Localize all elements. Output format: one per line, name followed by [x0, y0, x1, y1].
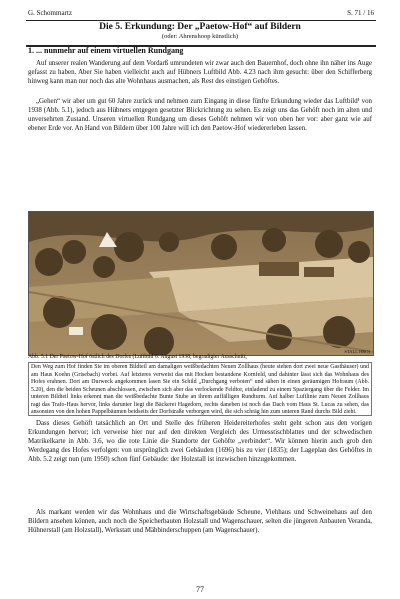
- author-name: G. Schommartz: [28, 9, 72, 17]
- header-rule: [26, 20, 376, 21]
- paragraph-2: „Gehen“ wir aber um gut 60 Jahre zurück und nehmen zum Eingang in diese fünfte Erkundung wieder das Luftbild¹ von 1938 (Abb. 5.1), jedoch aus Hübners entgegen gesetzter Blickrichtung zu sehen. Es zeigt uns das Gehöft noch im alten und unversehrten Zustand. Unseren virtuellen Rundgang um dieses Gehöft nehmen wir von oben her vor: aber ganz wie auf ebener Erde vor. An Hand von Bildern über 100 Jahre will ich den Paetow-Hof wiedererleben lassen.: [28, 98, 372, 132]
- aerial-photo-image: [29, 212, 373, 355]
- paragraph-1: Auf unserer realen Wanderung auf dem Vordarß umrundeten wir zwar auch den Bauernhof, doch ohne ihn näher ins Auge gefasst zu haben. Aber Sie haben vielleicht auch auf Hübners Luftbild Abb. 4.23 nach ihm gesucht: über den Schifferberg hinweg kann man nur noch das alte Wohnhaus ausmachen, als Rest des einstigen Gehöftes.: [28, 60, 372, 85]
- archive-stamp: STALL HRO): [344, 349, 370, 354]
- chapter-title: Die 5. Erkundung: Der „Paetow-Hof“ auf Bildern: [99, 22, 301, 32]
- figure-caption: Abb. 5.1 Der Paetow-Hof östlich des Dorfes (Luftbild 6. August 1938, begradigter Ausschnitt,: [28, 354, 247, 360]
- chapter-subtitle: (oder: Ahrenshoop künstlich): [161, 33, 239, 40]
- paragraph-4: Als markant werden wir das Wohnhaus und die Wirtschaftsgebäude Scheune, Viehhaus und Schweinehaus auf den Bildern ansehen können, auch noch die Speicherbauten Holzstall und Wagenschauer, selten die jüngeren Anbauten Veranda, Hühnerstall (am Holzstall), Werkstatt und Mähbinderschuppen (am Wagenschauer).: [28, 509, 372, 534]
- page-reference: S. 71 / 16: [347, 9, 374, 17]
- figure-description: Den Weg zum Hof finden Sie im oberen Bildteil am damaligen weißbedachten Neuen Zollhaus (heute stehen dort zwei neue Gasthäuser) und am Haus Koehn (Grisebach) vorbei. Auf letzteres verweist das mit Hocken bestandene Kornfeld, und dahinter lässt sich das Wohnhaus des Hofes erahnen. Dort am Durweck angekommen lasen Sie ein Schild „Durchgang verboten“ und sähen in einen geräumigen Hofraum (Abb. 5.20), den die beiden Scheunen abschlossen, zwischen sich aber das verlockende Feldtor, einladend zu einem Spaziergang über die Felder. Im unteren Bildteil links erkennt man die weißbedachte Bunte Stube an ihrem auffälligen Rundturm. Auf halber Luftlinie zum Neuen Zollhaus ragt das Trafo-Haus hervor, links darunter liegt die Bäckerei Hagedorn, rechts daneben ist noch das Dach vom Haus St. Lucas zu sehen, das ansonsten von den hohen Pappelbäumen beidseits der Dorfstraße verborgen wird, die sich schräg hin zum unteren Rand durchs Bild zieht.: [31, 364, 369, 415]
- page-number: 77: [196, 585, 204, 594]
- paragraph-3: Dass dieses Gehöft tatsächlich an Ort und Stelle des früheren Heidereiterhofes steht geht schon aus den vorigen Erkundungen hervor; ich verweise hier nur auf den direkten Vergleich des Urmesstischblattes und der schwedischen Matrikelkarte in Abb. 3.6, wo die rote Linie die Standorte der Gehöfte „verbindet“. Wir können hierin auch grob den Werdegang des Hofes verfolgen: von ursprünglich zwei Gebäuden (1696) bis zu vier (1835); der Lageplan des Gehöftes in Abb. 5.2 zeigt nun (um 1950) schon fünf Gebäude: der Holzstall ist inzwischen hinzugekommen.: [28, 420, 372, 463]
- aerial-photo: [28, 211, 374, 356]
- section-heading: 1. ... nunmehr auf einem virtuellen Rundgang: [28, 46, 184, 55]
- figure-description-box: [28, 362, 372, 416]
